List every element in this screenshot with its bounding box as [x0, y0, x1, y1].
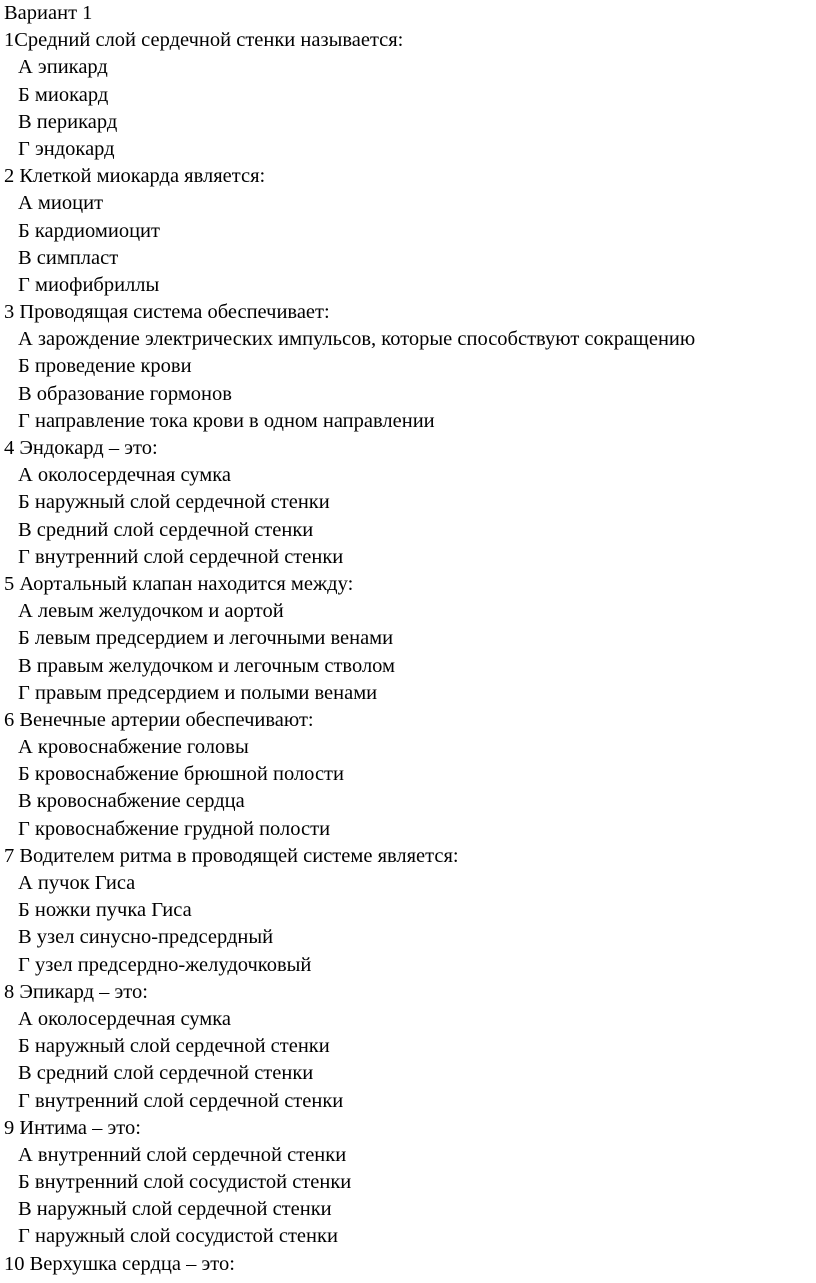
answer-option-g: Г эндокард — [18, 137, 115, 160]
answer-option-g: Г внутренний слой сердечной стенки — [18, 1089, 344, 1112]
answer-option-v: В правым желудочком и легочным стволом — [18, 654, 396, 677]
answer-option-a: А околосердечная сумка — [18, 464, 231, 487]
question-text: 3 Проводящая система обеспечивает: — [4, 301, 330, 324]
answer-option-b: Б наружный слой сердечной стенки — [18, 491, 330, 514]
question-9 — [4, 1115, 816, 1251]
answer-option-b: Б кардиомиоцит — [18, 219, 160, 242]
answer-option-a: А зарождение электрических импульсов, которые способствуют сокращению — [18, 328, 696, 351]
answer-option-a: А эпикард — [18, 56, 108, 79]
answer-option-g: Г миофибриллы — [18, 273, 160, 296]
answer-option-b: Б внутренний слой сосудистой стенки — [18, 1171, 352, 1194]
answer-option-v: В узел синусно-предсердный — [18, 926, 274, 949]
question-text: 10 Верхушка сердца – это: — [4, 1252, 235, 1275]
question-2 — [4, 163, 816, 299]
answer-option-g: Г правым предсердием и полыми венами — [18, 681, 378, 704]
question-text: 1Средний слой сердечной стенки называется: — [4, 29, 404, 52]
answer-option-g: Г внутренний слой сердечной стенки — [18, 545, 344, 568]
answer-option-v: В образование гормонов — [18, 382, 232, 405]
answer-option-b: Б ножки пучка Гиса — [18, 899, 192, 922]
question-3 — [4, 299, 816, 435]
answer-option-v: В средний слой сердечной стенки — [18, 1062, 314, 1085]
answer-option-b: Б наружный слой сердечной стенки — [18, 1035, 330, 1058]
answer-option-a: А кровоснабжение головы — [18, 736, 249, 759]
question-10 — [4, 1251, 816, 1278]
answer-option-a: А внутренний слой сердечной стенки — [18, 1143, 347, 1166]
answer-option-a: А околосердечная сумка — [18, 1007, 231, 1030]
answer-option-g: Г направление тока крови в одном направлении — [18, 409, 435, 432]
answer-option-g: Г узел предсердно-желудочковый — [18, 953, 312, 976]
question-8 — [4, 979, 816, 1115]
question-5 — [4, 571, 816, 707]
question-text: 8 Эпикард – это: — [4, 980, 148, 1003]
question-text: 5 Аортальный клапан находится между: — [4, 572, 354, 595]
question-text: 7 Водителем ритма в проводящей системе является: — [4, 844, 459, 867]
answer-option-b: Б проведение крови — [18, 355, 192, 378]
answer-option-b: Б кровоснабжение брюшной полости — [18, 763, 344, 786]
question-7 — [4, 843, 816, 979]
answer-option-v: В кровоснабжение сердца — [18, 790, 245, 813]
question-text: 9 Интима – это: — [4, 1116, 141, 1139]
question-6 — [4, 707, 816, 843]
question-text: 6 Венечные артерии обеспечивают: — [4, 708, 314, 731]
answer-option-v: В средний слой сердечной стенки — [18, 518, 314, 541]
answer-option-a: А пучок Гиса — [18, 872, 136, 894]
answer-option-a: А левым желудочком и аортой — [18, 600, 284, 623]
question-1 — [4, 27, 816, 163]
answer-option-g: Г кровоснабжение грудной полости — [18, 817, 331, 840]
question-text: 2 Клеткой миокарда является: — [4, 165, 266, 188]
answer-option-v: В перикард — [18, 110, 118, 133]
answer-option-g: Г наружный слой сосудистой стенки — [18, 1225, 338, 1248]
page-title: Вариант 1 — [4, 2, 93, 24]
question-text: 4 Эндокард – это: — [4, 437, 158, 459]
answer-option-b: Б левым предсердием и легочными венами — [18, 627, 394, 650]
answer-option-v: В симпласт — [18, 246, 119, 269]
answer-option-v: В наружный слой сердечной стенки — [18, 1198, 332, 1221]
answer-option-b: Б миокард — [18, 83, 109, 106]
question-4 — [4, 435, 816, 571]
answer-option-a: А миоцит — [18, 192, 104, 215]
